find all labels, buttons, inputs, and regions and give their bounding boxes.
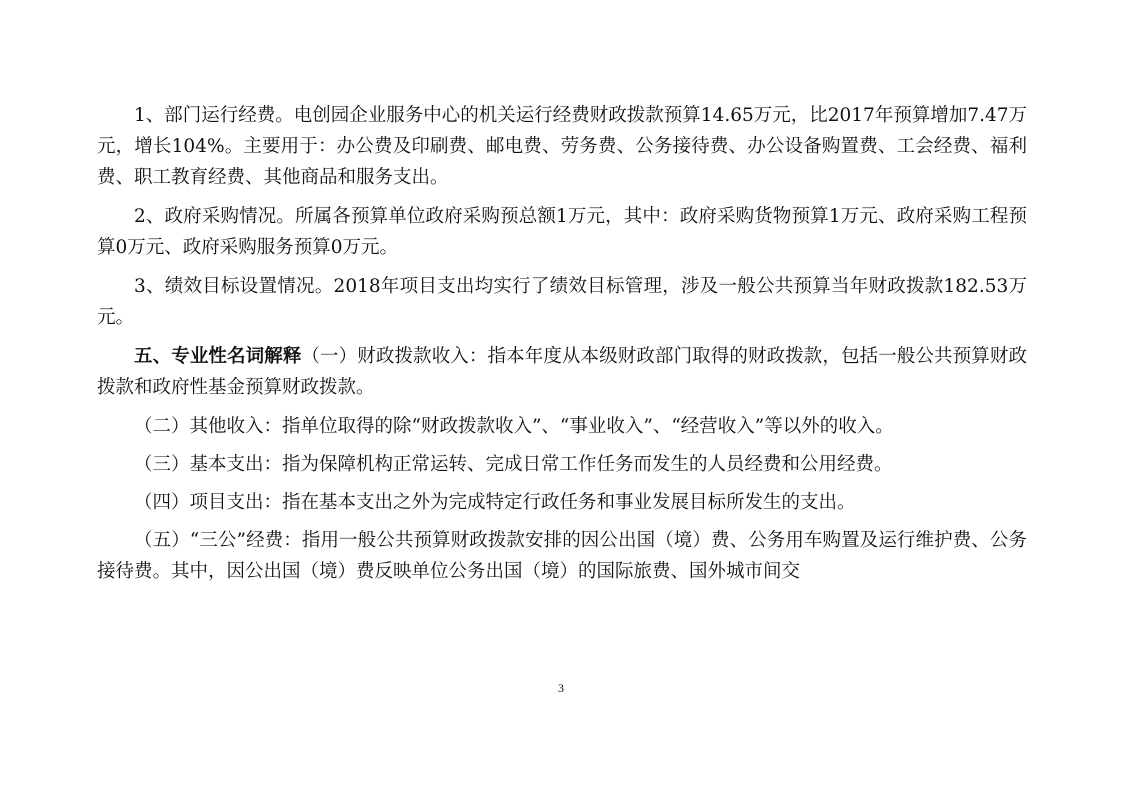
paragraph-department-operating-costs (97, 100, 1027, 193)
paragraph-text: 1、部门运行经费。电创园企业服务中心的机关运行经费财政拨款预算14.65万元，比2017年预算增加7.47万元，增长104%。主要用于：办公费及印刷费、邮电费、劳务费、公务接待费、办公设备购置费、工会经费、福利费、职工教育经费、其他商品和服务支出。 (97, 105, 1028, 188)
paragraph-basic-expenditure (97, 449, 1027, 480)
page-number: 3 (558, 681, 564, 695)
paragraph-text: （一）财政拨款收入：指本年度从本级财政部门取得的财政拨款，包括一般公共预算财政拨款和政府性基金预算财政拨款。 (97, 346, 1027, 398)
paragraph-text: （二）其他收入：指单位取得的除“财政拨款收入”、“事业收入”、“经营收入”等以外的收入。 (134, 416, 894, 437)
document-body (97, 100, 1027, 595)
paragraph-three-public-expenses (97, 525, 1027, 587)
section-heading: 五、专业性名词解释 (134, 346, 302, 367)
paragraph-performance-targets (97, 271, 1027, 333)
paragraph-text: 2、政府采购情况。所属各预算单位政府采购预总额1万元，其中：政府采购货物预算1万元、政府采购工程预算0万元、政府采购服务预算0万元。 (97, 206, 1027, 258)
paragraph-text: （五）“三公”经费：指用一般公共预算财政拨款安排的因公出国（境）费、公务用车购置及运行维护费、公务接待费。其中，因公出国（境）费反映单位公务出国（境）的国际旅费、国外城市间交 (97, 530, 1027, 582)
paragraph-project-expenditure (97, 487, 1027, 518)
paragraph-other-income (97, 411, 1027, 442)
paragraph-text: （四）项目支出：指在基本支出之外为完成特定行政任务和事业发展目标所发生的支出。 (134, 492, 856, 513)
paragraph-terminology-section (97, 341, 1027, 403)
paragraph-text: 3、绩效目标设置情况。2018年项目支出均实行了绩效目标管理，涉及一般公共预算当年财政拨款182.53万元。 (97, 276, 1027, 328)
paragraph-government-procurement (97, 201, 1027, 263)
paragraph-text: （三）基本支出：指为保障机构正常运转、完成日常工作任务而发生的人员经费和公用经费。 (134, 454, 893, 475)
